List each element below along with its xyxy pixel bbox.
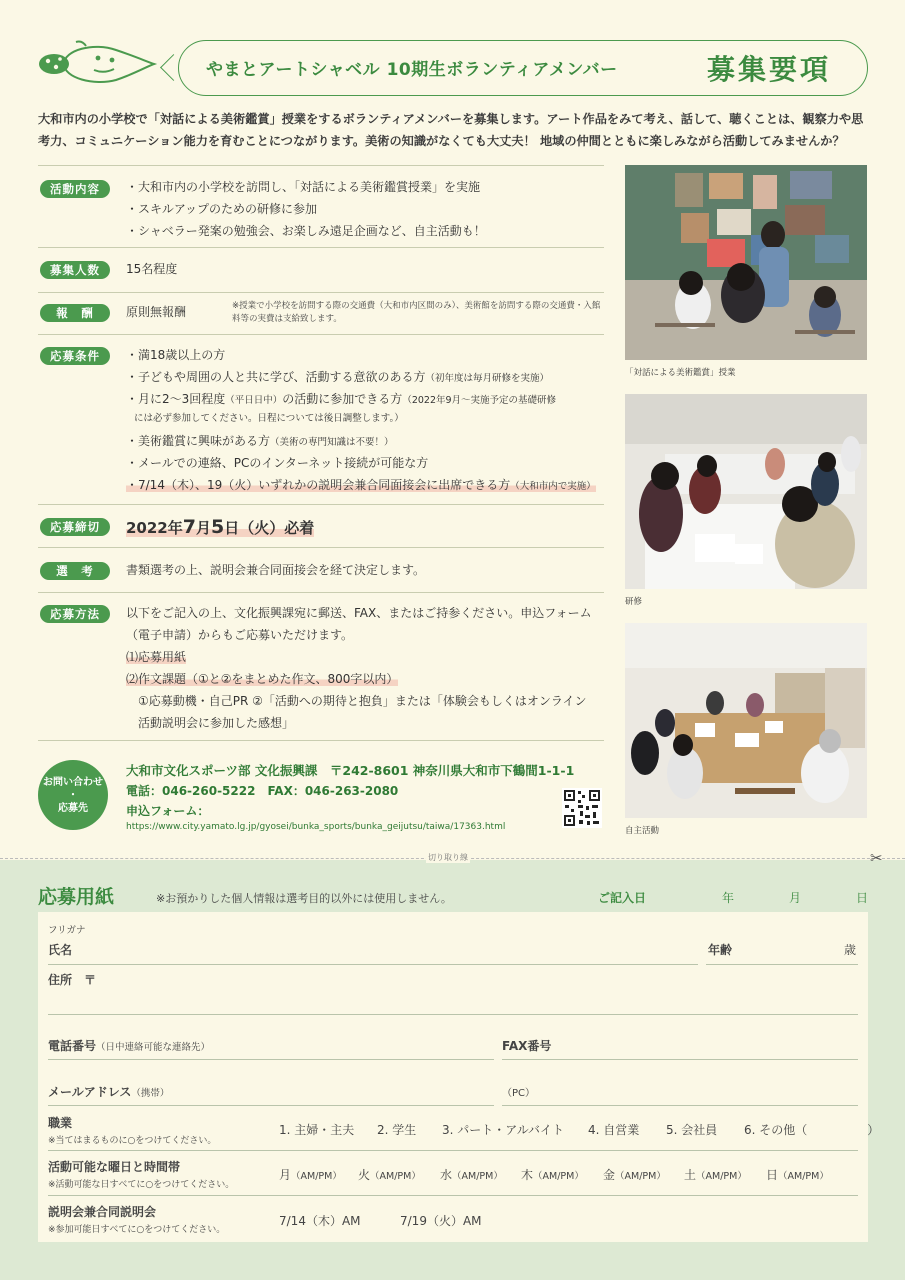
job-label: 職業 xyxy=(48,1116,73,1130)
briefing-note: ※参加可能日すべてに○をつけてください。 xyxy=(48,1225,226,1235)
divider xyxy=(38,504,604,505)
deadline-date: 2022年7月5日（火）必着 xyxy=(126,516,315,538)
contact-badge: お問い合わせ ・ 応募先 xyxy=(38,760,108,830)
reward-text: 原則無報酬 xyxy=(126,305,187,319)
label-selection: 選 考 xyxy=(40,562,110,580)
email-pc-field[interactable] xyxy=(502,1105,858,1106)
address-field[interactable] xyxy=(48,1014,858,1015)
qr-code-icon xyxy=(562,788,602,828)
label-deadline: 応募締切 xyxy=(40,518,110,536)
day-option-mon[interactable]: 月（AM/PM） xyxy=(279,1168,342,1182)
condition-3: ・月に2〜3回程度（平日日中）の活動に参加できる方（2022年9月〜実施予定の基礎研修 xyxy=(126,392,557,406)
day-option-thu[interactable]: 木（AM/PM） xyxy=(521,1168,584,1182)
photo-caption-2: 研修 xyxy=(625,597,643,607)
label-activity: 活動内容 xyxy=(40,180,110,198)
activity-line-2: ・スキルアップのための研修に参加 xyxy=(126,202,318,216)
briefing-option-1[interactable]: 7/14（木）AM xyxy=(279,1214,361,1228)
divider xyxy=(38,740,604,741)
time-label: 活動可能な曜日と時間帯 xyxy=(48,1160,181,1174)
label-method: 応募方法 xyxy=(40,605,110,623)
activity-line-3: ・シャベラー発案の勉強会、お楽しみ遠足企画など、自主活動も！ xyxy=(126,224,486,238)
contact-line-1: 大和市文化スポーツ部 文化振興課 〒242-8601 神奈川県大和市下鶴間1-1-1 xyxy=(126,763,575,778)
phone-label: 電話番号（日中連絡可能な連絡先） xyxy=(48,1039,211,1053)
divider xyxy=(38,292,604,293)
age-unit: 歳 xyxy=(844,943,857,957)
age-label: 年齢 xyxy=(708,943,733,957)
cut-line-label: 切り取り線 xyxy=(428,853,468,862)
phone-field[interactable] xyxy=(48,1059,494,1060)
mascot-carrot-icon xyxy=(36,40,158,88)
reward-note: ※授業で小学校を訪問する際の交通費（大和市内区間のみ）、美術館を訪問する際の交通費・入館料等の実費は支給致します。 xyxy=(232,301,601,324)
intro-text: 大和市内の小学校で「対話による美術鑑賞」授業をするボランティアメンバーを募集します。アート作品をみて考え、話して、聴くことは、観察力や思考力、コミュニケーション能力を育むことにつながります。美術の知識がなくても大丈夫！ 地域の仲間とともに楽しみながら活動してみませんか？ xyxy=(38,112,864,148)
label-reward: 報 酬 xyxy=(40,304,110,322)
briefing-label: 説明会兼合同説明会 xyxy=(48,1205,157,1219)
method-line-5: ①応募動機・自己PR ②「活動への期待と抱負」または「体験会もしくはオンライン xyxy=(138,694,587,708)
divider xyxy=(48,1195,858,1196)
method-line-1: 以下をご記入の上、文化振興課宛に郵送、FAX、またはご持参ください。申込フォーム xyxy=(126,606,592,620)
day-option-fri[interactable]: 金（AM/PM） xyxy=(603,1168,666,1182)
divider xyxy=(38,165,604,166)
time-note: ※活動可能な日すべてに○をつけてください。 xyxy=(48,1180,235,1190)
label-count: 募集人数 xyxy=(40,261,110,279)
condition-5: ・メールでの連絡、PCのインターネット接続が可能な方 xyxy=(126,456,429,470)
age-field[interactable] xyxy=(706,964,858,965)
form-title: 応募用紙 xyxy=(38,886,115,908)
email-pc-label: （PC） xyxy=(502,1088,536,1099)
furigana-label: フリガナ xyxy=(48,925,86,936)
form-date-year: 年 xyxy=(722,891,735,905)
email-label: メールアドレス（携帯） xyxy=(48,1085,170,1099)
photo-caption-1: 「対話による美術鑑賞」授業 xyxy=(625,368,736,378)
contact-url[interactable]: https://www.city.yamato.lg.jp/gyosei/bunka_sports/bunka_geijutsu/taiwa/17363.html xyxy=(126,822,506,832)
job-option-5[interactable]: 5. 会社員 xyxy=(666,1123,718,1137)
condition-4: ・美術鑑賞に興味がある方（美術の専門知識は不要！） xyxy=(126,434,394,448)
photo-training xyxy=(625,394,867,589)
activity-line-1: ・大和市内の小学校を訪問し、「対話による美術鑑賞授業」を実施 xyxy=(126,180,481,194)
condition-3-cont: には必ず参加してください。日程については後日調整します。） xyxy=(134,413,404,424)
photo-caption-3: 自主活動 xyxy=(625,826,660,836)
address-label: 住所 〒 xyxy=(48,973,97,987)
briefing-option-2[interactable]: 7/19（火）AM xyxy=(400,1214,482,1228)
job-option-1[interactable]: 1. 主婦・主夫 xyxy=(279,1123,355,1137)
divider xyxy=(48,1150,858,1151)
divider xyxy=(38,592,604,593)
day-option-tue[interactable]: 火（AM/PM） xyxy=(358,1168,421,1182)
form-date-day: 日 xyxy=(856,891,869,905)
job-option-6[interactable]: 6. その他（ ） xyxy=(744,1123,880,1137)
job-note: ※当てはまるものに○をつけてください。 xyxy=(48,1136,217,1146)
condition-1: ・満18歳以上の方 xyxy=(126,348,226,362)
form-privacy-note: ※お預かりした個人情報は選考目的以外には使用しません。 xyxy=(156,892,452,905)
condition-6: ・7/14（木）、19（火）いずれかの説明会兼合同面接会に出席できる方（大和市内で実施） xyxy=(126,478,596,492)
method-line-6: 活動説明会に参加した感想」 xyxy=(138,716,295,730)
contact-phone: 電話：046-260-5222 FAX：046-263-2080 xyxy=(126,784,399,798)
method-line-4: ⑵作文課題（①と②をまとめた作文、800字以内） xyxy=(126,672,399,686)
divider xyxy=(38,547,604,548)
label-conditions: 応募条件 xyxy=(40,347,110,365)
header-title: やまとアートシャベル 10期生ボランティアメンバー xyxy=(206,60,618,80)
day-option-sun[interactable]: 日（AM/PM） xyxy=(766,1168,829,1182)
method-line-2: （電子申請）からもご応募いただけます。 xyxy=(126,628,354,642)
count-text: 15名程度 xyxy=(126,262,178,276)
job-option-4[interactable]: 4. 自営業 xyxy=(588,1123,640,1137)
divider xyxy=(38,247,604,248)
contact-form-label: 申込フォーム： xyxy=(126,804,210,818)
divider xyxy=(38,334,604,335)
form-date-month: 月 xyxy=(789,891,802,905)
form-date-label: ご記入日 xyxy=(598,891,647,905)
name-label: 氏名 xyxy=(48,943,73,957)
condition-2: ・子どもや周囲の人と共に学び、活動する意欲のある方（初年度は毎月研修を実施） xyxy=(126,370,550,384)
scissors-icon: ✂ xyxy=(870,849,883,867)
application-form xyxy=(38,912,868,1242)
email-mobile-field[interactable] xyxy=(48,1105,494,1106)
photo-self-activity xyxy=(625,623,867,818)
selection-text: 書類選考の上、説明会兼合同面接会を経て決定します。 xyxy=(126,563,426,577)
fax-label: FAX番号 xyxy=(502,1039,552,1053)
job-option-2[interactable]: 2. 学生 xyxy=(377,1123,417,1137)
job-option-3[interactable]: 3. パート・アルバイト xyxy=(442,1123,564,1137)
fax-field[interactable] xyxy=(502,1059,858,1060)
method-line-3: ⑴応募用紙 xyxy=(126,650,187,664)
name-field[interactable] xyxy=(48,964,698,965)
day-option-wed[interactable]: 水（AM/PM） xyxy=(440,1168,503,1182)
header-main-title: 募集要項 xyxy=(707,53,832,86)
day-option-sat[interactable]: 土（AM/PM） xyxy=(684,1168,747,1182)
photo-classroom xyxy=(625,165,867,360)
